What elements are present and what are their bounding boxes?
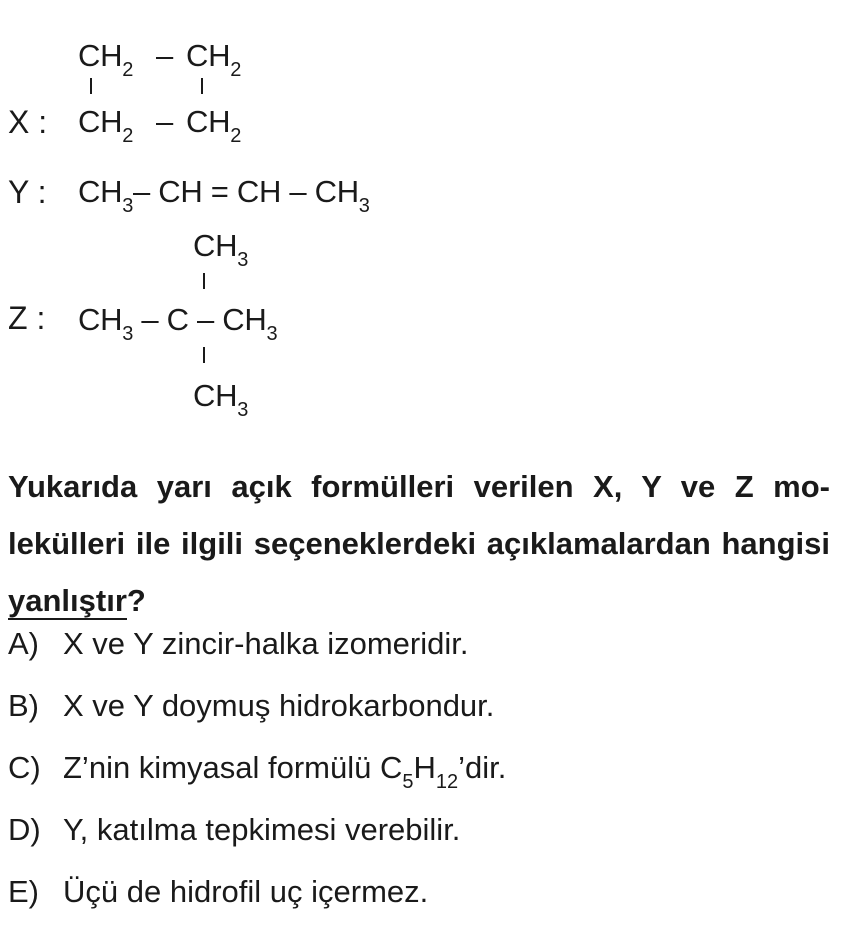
- molecule-x-left-bond: [90, 78, 92, 94]
- option-letter: D): [8, 812, 41, 847]
- option-letter: C): [8, 750, 41, 785]
- option-text: X ve Y doymuş hidrokarbondur.: [63, 688, 495, 723]
- option-letter: A): [8, 626, 39, 661]
- option-b[interactable]: [8, 690, 494, 721]
- molecule-y-label: Y :: [8, 174, 47, 210]
- option-text: X ve Y zincir-halka izomeridir.: [63, 626, 469, 661]
- option-e[interactable]: [8, 876, 428, 907]
- option-c[interactable]: [8, 750, 507, 793]
- molecule-z-top-methyl: $CH_3$: [193, 228, 249, 271]
- molecule-y-formula: $CH_3-$ CH = CH – $CH_3$: [78, 174, 370, 217]
- molecule-x-label: X :: [8, 104, 48, 140]
- molecule-z-main-chain: $CH_3$ – C – $CH_3$: [78, 302, 278, 345]
- molecule-x-top-right: $CH_2$: [186, 38, 242, 81]
- molecule-x-bottom-right: $CH_2$: [186, 104, 242, 147]
- molecule-x-top-left: $CH_2$: [78, 38, 134, 81]
- molecule-x-right-bond: [201, 78, 203, 94]
- option-letter: B): [8, 688, 39, 723]
- option-text: Z’nin kimyasal formülü $C_5H_{12}’dir$.: [63, 750, 507, 793]
- molecule-x-bottom-left: $CH_2$: [78, 104, 134, 147]
- molecule-z-label: Z :: [8, 300, 46, 336]
- option-d[interactable]: [8, 814, 460, 845]
- question-underlined-word: yanlıştır: [8, 583, 127, 618]
- molecule-z-top-bond: [203, 273, 205, 289]
- molecule-x-top-dash: –: [156, 38, 173, 73]
- option-text: Y, katılma tepkimesi verebilir.: [63, 812, 461, 847]
- molecule-z-bottom-methyl: $CH_3$: [193, 378, 249, 421]
- molecule-x-bottom-dash: –: [156, 104, 173, 139]
- option-a[interactable]: [8, 628, 468, 659]
- option-letter: E): [8, 874, 39, 909]
- option-text: Üçü de hidrofil uç içermez.: [63, 874, 429, 909]
- molecule-z-bottom-bond: [203, 347, 205, 363]
- question-text: Yukarıda yarı açık formülleri verilen X, Y ve Z mo- lekülleri ile ilgili seçeneklerdeki açıklamalardan hangisi yanlıştır?: [8, 469, 830, 618]
